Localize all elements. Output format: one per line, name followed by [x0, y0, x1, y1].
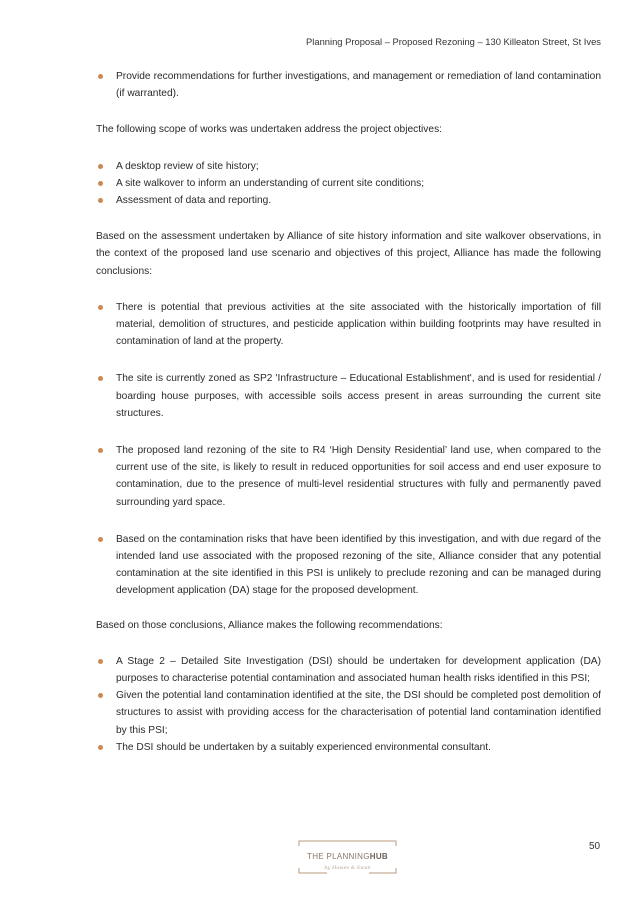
list-item: The site is currently zoned as SP2 'Infrastructure – Educational Establishment', and is used for residential / boarding house purposes, with accessible soils access present in areas surrounding the current site structures.	[96, 370, 601, 422]
objectives-list	[96, 68, 601, 102]
list-item: The proposed land rezoning of the site to R4 ‘High Density Residential’ land use, when compared to the current use of the site, is likely to result in reduced opportunities for soil access and end user exposure to contamination, due to the presence of multi-level residential structures with fully and permanently paved surrounding yard space.	[96, 442, 601, 511]
bullet-icon	[98, 164, 103, 169]
list-item: Assessment of data and reporting.	[96, 192, 601, 209]
list-item: A site walkover to inform an understanding of current site conditions;	[96, 175, 601, 192]
page-number: 50	[589, 841, 601, 852]
list-item: The DSI should be undertaken by a suitably experienced environmental consultant.	[96, 739, 601, 756]
bullet-icon	[98, 376, 103, 381]
bullet-icon	[98, 448, 103, 453]
list-item: A desktop review of site history;	[96, 158, 601, 175]
list-item: Provide recommendations for further investigations, and management or remediation of land contamination (if warranted).	[96, 68, 601, 102]
scope-list	[96, 158, 601, 210]
list-item: Based on the contamination risks that have been identified by this investigation, and with due regard of the intended land use associated with the proposed rezoning of the site, Alliance consider that any potential contamination at the site identified in this PSI is unlikely to preclude rezoning and can be managed during development application (DA) stage for the proposed development.	[96, 531, 601, 600]
bullet-icon	[98, 198, 103, 203]
logo-text: THE PLANNINGHUB	[307, 852, 388, 861]
bullet-icon	[98, 74, 103, 79]
bullet-icon	[98, 181, 103, 186]
recommendations-list	[96, 653, 601, 756]
list-item: A Stage 2 – Detailed Site Investigation (DSI) should be undertaken for development application (DA) purposes to characterise potential contamination and associated human health risks identified in this PSI;	[96, 653, 601, 687]
recommendations-intro: Based on those conclusions, Alliance makes the following recommendations:	[96, 619, 443, 631]
bullet-icon	[98, 305, 103, 310]
page-body	[96, 68, 601, 756]
page-header: Planning Proposal – Proposed Rezoning – 130 Killeaton Street, St Ives	[306, 36, 601, 47]
list-item: Given the potential land contamination identified at the site, the DSI should be completed post demolition of structures to assist with providing access for the characterisation of potential land contamination identified by this PSI;	[96, 687, 601, 739]
bullet-icon	[98, 659, 103, 664]
assessment-intro: Based on the assessment undertaken by Alliance of site history information and site walkover observations, in the context of the proposed land use scenario and objectives of this project, Alliance has made the following conclusions:	[96, 231, 601, 277]
conclusions-list	[96, 299, 601, 600]
bullet-icon	[98, 537, 103, 542]
planning-hub-logo	[297, 839, 398, 875]
bullet-icon	[98, 693, 103, 698]
bullet-icon	[98, 745, 103, 750]
logo-signature: by Hawes & Swan	[324, 865, 371, 871]
list-item: There is potential that previous activities at the site associated with the historically importation of fill material, demolition of structures, and pesticide application within building footprints may have resulted in contamination of land at the property.	[96, 299, 601, 351]
scope-intro: The following scope of works was undertaken address the project objectives:	[96, 124, 442, 136]
